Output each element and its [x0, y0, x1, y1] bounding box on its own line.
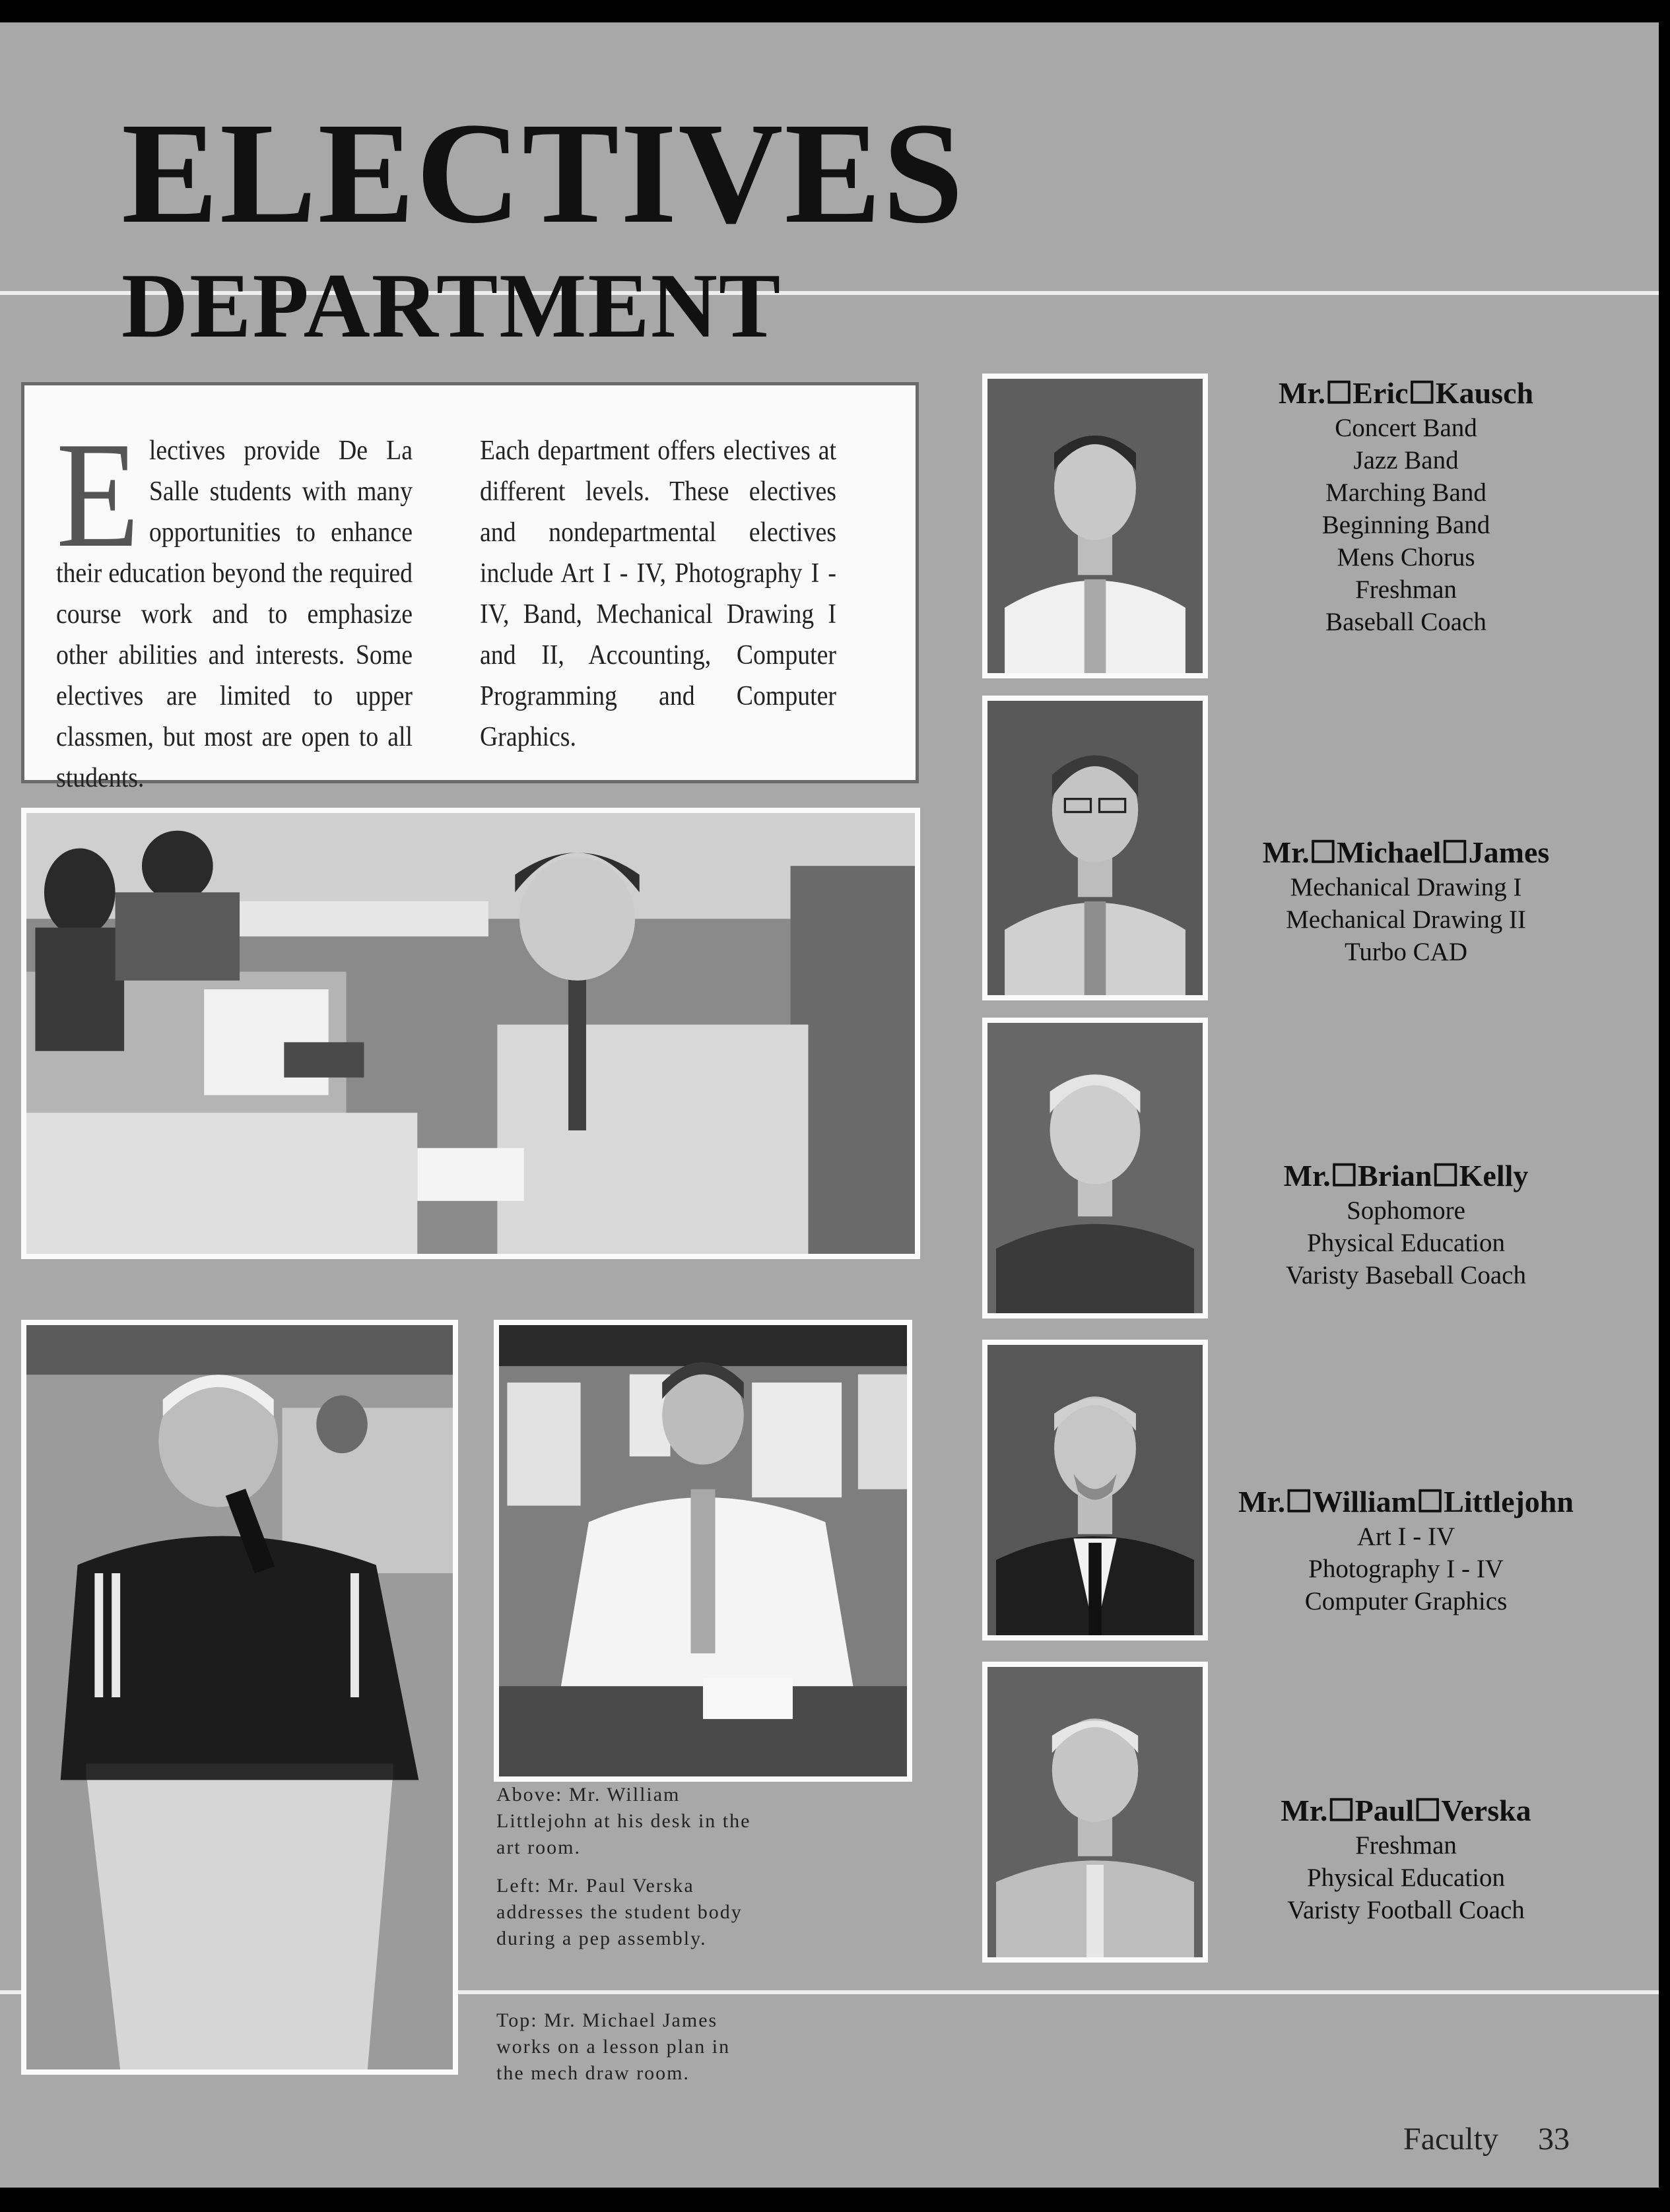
teacher-paul-verska	[1208, 1792, 1604, 1926]
photo-drafting-room-image	[26, 813, 915, 1254]
intro-column-2: Each department offers electives at different levels. These electives and nondepartmental electives include Art I - IV, Photography I - IV, Band, Mechanical Drawing I and II, Accounting, Computer Programming and Computer Graphics.	[480, 436, 836, 752]
teacher-role: Beginning Band	[1321, 511, 1490, 539]
teacher-role: Concert Band	[1335, 414, 1477, 442]
portrait-paul-verska-image	[987, 1667, 1203, 1957]
portrait-william-littlejohn	[982, 1340, 1208, 1641]
teacher-name: Mr.☐William☐Littlejohn	[1238, 1485, 1574, 1518]
page-number: 33	[1538, 2122, 1570, 2157]
teacher-role: Freshman	[1355, 1831, 1457, 1860]
intro-dropcap: E	[56, 410, 140, 579]
teacher-role: Freshman	[1355, 575, 1457, 604]
caption-above: Above: Mr. William Littlejohn at his desk in the art room.	[496, 1784, 751, 1858]
photo-caption-top	[496, 2007, 760, 2098]
photo-littlejohn-desk	[494, 1320, 912, 1782]
intro-text-box	[21, 382, 919, 793]
portrait-michael-james-image	[987, 701, 1203, 995]
teacher-role: Mechanical Drawing II	[1286, 905, 1526, 934]
teacher-role: Computer Graphics	[1304, 1587, 1508, 1615]
page-title-electives: ELECTIVES	[121, 92, 965, 253]
portrait-brian-kelly	[982, 1018, 1208, 1318]
portrait-eric-kausch-image	[987, 379, 1203, 673]
teacher-role: Sophomore	[1347, 1196, 1465, 1225]
teacher-role: Jazz Band	[1353, 446, 1459, 474]
page-title-department: DEPARTMENT	[121, 255, 782, 357]
teacher-name: Mr.☐Brian☐Kelly	[1283, 1159, 1529, 1192]
portrait-michael-james	[982, 696, 1208, 1000]
photo-pep-assembly	[21, 1320, 458, 2075]
teacher-role: Varisty Baseball Coach	[1286, 1261, 1526, 1289]
portrait-william-littlejohn-image	[987, 1345, 1203, 1635]
yearbook-page	[0, 22, 1659, 2188]
teacher-role: Photography I - IV	[1308, 1555, 1504, 1583]
teacher-role: Art I - IV	[1356, 1522, 1455, 1551]
teacher-role: Mens Chorus	[1337, 543, 1475, 571]
teacher-role: Mechanical Drawing I	[1290, 873, 1522, 901]
teacher-role: Marching Band	[1325, 478, 1486, 507]
footer-section: Faculty	[1403, 2122, 1498, 2157]
teacher-eric-kausch	[1208, 375, 1604, 638]
portrait-paul-verska	[982, 1662, 1208, 1963]
photo-captions	[496, 1782, 760, 1964]
photo-drafting-room	[21, 808, 920, 1259]
photo-pep-assembly-image	[26, 1325, 453, 2069]
portrait-brian-kelly-image	[987, 1023, 1203, 1313]
teacher-role: Physical Education	[1306, 1864, 1506, 1892]
teacher-role: Varisty Football Coach	[1287, 1896, 1525, 1924]
teacher-role: Turbo CAD	[1344, 938, 1468, 966]
teacher-brian-kelly	[1208, 1157, 1604, 1291]
intro-column-1-text: lectives provide De La Salle students with many opportunities to enhance their education beyond the required course work and to emphasize other abilities and interests. Some electives are limited to upper classmen, but most are open to all students.	[56, 436, 413, 793]
intro-column-1	[56, 410, 413, 798]
portrait-eric-kausch	[982, 374, 1208, 678]
teacher-name: Mr.☐Paul☐Verska	[1281, 1794, 1531, 1827]
teacher-role: Physical Education	[1306, 1229, 1506, 1257]
caption-left: Left: Mr. Paul Verska addresses the student body during a pep assembly.	[496, 1875, 743, 1949]
teacher-role: Baseball Coach	[1325, 608, 1486, 636]
caption-top: Top: Mr. Michael James works on a lesson plan in the mech draw room.	[496, 2009, 731, 2084]
teacher-name: Mr.☐Michael☐James	[1262, 835, 1550, 869]
photo-littlejohn-desk-image	[499, 1325, 907, 1776]
teacher-name: Mr.☐Eric☐Kausch	[1278, 376, 1534, 410]
teacher-william-littlejohn	[1208, 1483, 1604, 1617]
teacher-michael-james	[1208, 834, 1604, 968]
